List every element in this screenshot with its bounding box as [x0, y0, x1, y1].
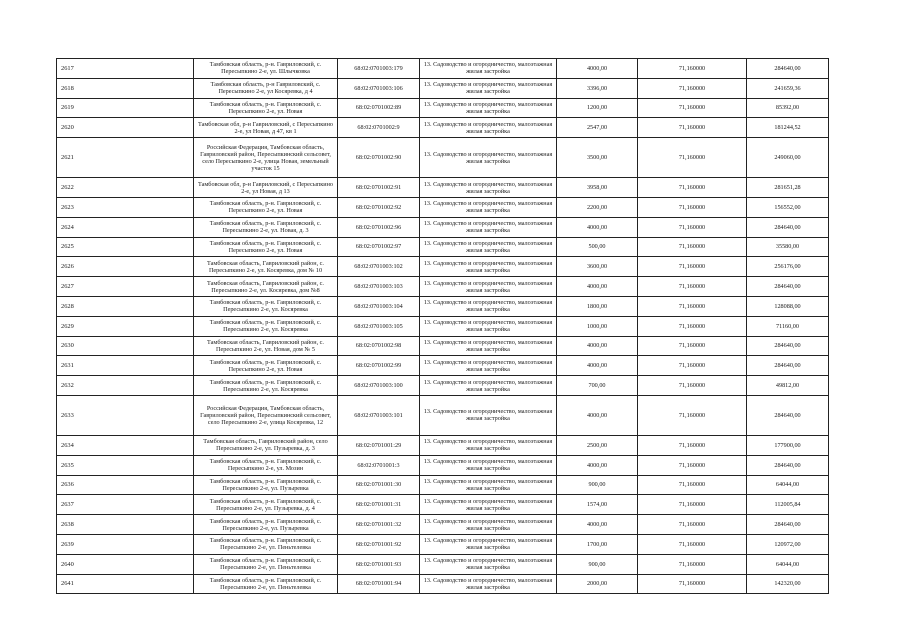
area-cell: 4000,00 [557, 59, 638, 79]
cadastral-value-cell: 85392,00 [747, 98, 829, 118]
rate-cell: 71,160000 [638, 554, 747, 574]
row-number: 2619 [57, 98, 194, 118]
address-cell: Тамбовская область, Гавриловский район, с. Пересыпкино 2-е, ул. Косяревка, дом № 10 [194, 257, 338, 277]
table-row [57, 495, 829, 515]
cadastral-value-cell: 284640,00 [747, 59, 829, 79]
land-use-cell: 13. Садоводство и огородничество, малоэтажная жилая застройка [420, 356, 557, 376]
rate-cell: 71,160000 [638, 118, 747, 138]
land-use-cell: 13. Садоводство и огородничество, малоэтажная жилая застройка [420, 197, 557, 217]
rate-cell: 71,160000 [638, 495, 747, 515]
cadastral-value-cell: 35580,00 [747, 237, 829, 257]
address-cell: Тамбовская обл, р-н Гавриловский, с Пересыпкино 2-е, ул Новая, д 13 [194, 178, 338, 198]
area-cell: 900,00 [557, 475, 638, 495]
address-cell: Тамбовская область, р-н Гавриловский, с. Пересыпкино 2-е, ул Косяревка, д 4 [194, 78, 338, 98]
land-use-cell: 13. Садоводство и огородничество, малоэтажная жилая застройка [420, 475, 557, 495]
cadastral-number-cell: 68:02:0701003:105 [338, 316, 420, 336]
address-cell: Тамбовская область, р-н. Гавриловский, с. Пересыпкино 2-е, ул. Пеньтелевка [194, 554, 338, 574]
area-cell: 1574,00 [557, 495, 638, 515]
land-registry-table [56, 58, 829, 594]
cadastral-number-cell: 68:02:0701002:98 [338, 336, 420, 356]
rate-cell: 71,160000 [638, 574, 747, 594]
cadastral-number-cell: 68:02:0701001:94 [338, 574, 420, 594]
area-cell: 3396,00 [557, 78, 638, 98]
table-row [57, 435, 829, 455]
table-row [57, 277, 829, 297]
area-cell: 2200,00 [557, 197, 638, 217]
address-cell: Тамбовская обл, р-н Гавриловский, с Пересыпкино 2-е, ул Новая, д 47, кв 1 [194, 118, 338, 138]
row-number: 2617 [57, 59, 194, 79]
rate-cell: 71,160000 [638, 356, 747, 376]
area-cell: 2000,00 [557, 574, 638, 594]
rate-cell: 71,160000 [638, 59, 747, 79]
row-number: 2621 [57, 138, 194, 178]
cadastral-number-cell: 68:02:0701002:89 [338, 98, 420, 118]
table-row [57, 138, 829, 178]
rate-cell: 71,160000 [638, 515, 747, 535]
row-number: 2637 [57, 495, 194, 515]
address-cell: Тамбовская область, р-н. Гавриловский, с. Пересыпкино 2-е, ул. Косяревка [194, 296, 338, 316]
land-use-cell: 13. Садоводство и огородничество, малоэтажная жилая застройка [420, 217, 557, 237]
table-row [57, 217, 829, 237]
land-use-cell: 13. Садоводство и огородничество, малоэтажная жилая застройка [420, 296, 557, 316]
address-cell: Тамбовская область, р-н. Гавриловский, с. Пересыпкино 2-е, ул. Мозин [194, 455, 338, 475]
rate-cell: 71,160000 [638, 435, 747, 455]
land-use-cell: 13. Садоводство и огородничество, малоэтажная жилая застройка [420, 336, 557, 356]
table-row [57, 475, 829, 495]
area-cell: 4000,00 [557, 277, 638, 297]
address-cell: Российская Федерация, Тамбовская область, Гавриловский район, Пересыпкинский сельсовет, село Пересыпкино 2-е, улица Косяревка, 12 [194, 395, 338, 435]
address-cell: Тамбовская область, Гавриловский район, с. Пересыпкино 2-е, ул. Новая, дом № 5 [194, 336, 338, 356]
area-cell: 4000,00 [557, 217, 638, 237]
land-use-cell: 13. Садоводство и огородничество, малоэтажная жилая застройка [420, 277, 557, 297]
table-row [57, 534, 829, 554]
row-number: 2638 [57, 515, 194, 535]
land-use-cell: 13. Садоводство и огородничество, малоэтажная жилая застройка [420, 59, 557, 79]
cadastral-value-cell: 64044,00 [747, 554, 829, 574]
cadastral-number-cell: 68:02:0701003:104 [338, 296, 420, 316]
area-cell: 2500,00 [557, 435, 638, 455]
rate-cell: 71,160000 [638, 534, 747, 554]
table-row [57, 574, 829, 594]
table-row [57, 515, 829, 535]
cadastral-number-cell: 68:02:0701001:93 [338, 554, 420, 574]
cadastral-number-cell: 68:02:0701001:32 [338, 515, 420, 535]
land-use-cell: 13. Садоводство и огородничество, малоэтажная жилая застройка [420, 455, 557, 475]
land-use-cell: 13. Садоводство и огородничество, малоэтажная жилая застройка [420, 534, 557, 554]
land-use-cell: 13. Садоводство и огородничество, малоэтажная жилая застройка [420, 574, 557, 594]
row-number: 2625 [57, 237, 194, 257]
cadastral-number-cell: 68:02:0701002:9 [338, 118, 420, 138]
area-cell: 4000,00 [557, 336, 638, 356]
area-cell: 3600,00 [557, 257, 638, 277]
table-row [57, 98, 829, 118]
cadastral-number-cell: 68:02:0701001:31 [338, 495, 420, 515]
row-number: 2631 [57, 356, 194, 376]
row-number: 2620 [57, 118, 194, 138]
cadastral-value-cell: 284640,00 [747, 356, 829, 376]
cadastral-number-cell: 68:02:0701002:90 [338, 138, 420, 178]
area-cell: 3500,00 [557, 138, 638, 178]
row-number: 2633 [57, 395, 194, 435]
table-body [57, 59, 829, 594]
cadastral-value-cell: 284640,00 [747, 277, 829, 297]
row-number: 2628 [57, 296, 194, 316]
rate-cell: 71,160000 [638, 336, 747, 356]
cadastral-value-cell: 71160,00 [747, 316, 829, 336]
area-cell: 1800,00 [557, 296, 638, 316]
rate-cell: 71,160000 [638, 98, 747, 118]
row-number: 2627 [57, 277, 194, 297]
land-use-cell: 13. Садоводство и огородничество, малоэтажная жилая застройка [420, 78, 557, 98]
area-cell: 4000,00 [557, 515, 638, 535]
address-cell: Тамбовская область, р-н. Гавриловский, с. Пересыпкино 2-е, ул. Пузыревка [194, 515, 338, 535]
table-row [57, 554, 829, 574]
table-row [57, 455, 829, 475]
cadastral-value-cell: 120972,00 [747, 534, 829, 554]
table-row [57, 336, 829, 356]
cadastral-number-cell: 68:02:0701002:91 [338, 178, 420, 198]
area-cell: 4000,00 [557, 356, 638, 376]
address-cell: Тамбовская область, р-н. Гавриловский, с. Пересыпкино 2-е, ул. Новая [194, 237, 338, 257]
address-cell: Тамбовская область, р-н. Гавриловский, с. Пересыпкино 2-е, ул. Новая [194, 356, 338, 376]
cadastral-number-cell: 68:02:0701003:101 [338, 395, 420, 435]
table-row [57, 257, 829, 277]
area-cell: 1700,00 [557, 534, 638, 554]
cadastral-value-cell: 284640,00 [747, 217, 829, 237]
cadastral-number-cell: 68:02:0701001:3 [338, 455, 420, 475]
land-use-cell: 13. Садоводство и огородничество, малоэтажная жилая застройка [420, 395, 557, 435]
cadastral-value-cell: 112005,84 [747, 495, 829, 515]
cadastral-value-cell: 156552,00 [747, 197, 829, 217]
row-number: 2623 [57, 197, 194, 217]
cadastral-number-cell: 68:02:0701002:92 [338, 197, 420, 217]
address-cell: Тамбовская область, р-н. Гавриловский, с. Пересыпкино 2-е, ул. Косяревка [194, 316, 338, 336]
row-number: 2622 [57, 178, 194, 198]
area-cell: 1000,00 [557, 316, 638, 336]
cadastral-number-cell: 68:02:0701003:179 [338, 59, 420, 79]
area-cell: 4000,00 [557, 455, 638, 475]
address-cell: Тамбовская область, Гавриловский район, село Пересыпкино 2-е, ул. Пузыревка, д. 3 [194, 435, 338, 455]
row-number: 2635 [57, 455, 194, 475]
land-use-cell: 13. Садоводство и огородничество, малоэтажная жилая застройка [420, 118, 557, 138]
address-cell: Тамбовская область, р-н. Гавриловский, с. Пересыпкино 2-е, ул. Новая [194, 197, 338, 217]
land-use-cell: 13. Садоводство и огородничество, малоэтажная жилая застройка [420, 98, 557, 118]
land-use-cell: 13. Садоводство и огородничество, малоэтажная жилая застройка [420, 376, 557, 396]
row-number: 2624 [57, 217, 194, 237]
table-row [57, 316, 829, 336]
cadastral-number-cell: 68:02:0701003:106 [338, 78, 420, 98]
area-cell: 500,00 [557, 237, 638, 257]
cadastral-value-cell: 241659,36 [747, 78, 829, 98]
table-row [57, 118, 829, 138]
address-cell: Тамбовская область, Гавриловский район, с. Пересыпкино 2-е, ул. Косяревка, дом №8 [194, 277, 338, 297]
cadastral-number-cell: 68:02:0701002:97 [338, 237, 420, 257]
address-cell: Тамбовская область, р-н. Гавриловский, с. Пересыпкино 2-е, ул. Косяревка [194, 376, 338, 396]
cadastral-value-cell: 128088,00 [747, 296, 829, 316]
table-row [57, 376, 829, 396]
cadastral-value-cell: 284640,00 [747, 336, 829, 356]
address-cell: Тамбовская область, р-н. Гавриловский, с. Пересыпкино 2-е, ул. Пеньтелевка [194, 574, 338, 594]
cadastral-value-cell: 181244,52 [747, 118, 829, 138]
address-cell: Тамбовская область, р-н. Гавриловский, с. Пересыпкино 2-е, ул. Шлычковка [194, 59, 338, 79]
land-use-cell: 13. Садоводство и огородничество, малоэтажная жилая застройка [420, 178, 557, 198]
rate-cell: 71,160000 [638, 316, 747, 336]
area-cell: 700,00 [557, 376, 638, 396]
area-cell: 2547,00 [557, 118, 638, 138]
rate-cell: 71,160000 [638, 78, 747, 98]
rate-cell: 71,160000 [638, 178, 747, 198]
table-row [57, 178, 829, 198]
land-use-cell: 13. Садоводство и огородничество, малоэтажная жилая застройка [420, 237, 557, 257]
area-cell: 4000,00 [557, 395, 638, 435]
area-cell: 900,00 [557, 554, 638, 574]
row-number: 2640 [57, 554, 194, 574]
land-use-cell: 13. Садоводство и огородничество, малоэтажная жилая застройка [420, 316, 557, 336]
table-row [57, 78, 829, 98]
cadastral-number-cell: 68:02:0701002:96 [338, 217, 420, 237]
cadastral-value-cell: 64044,00 [747, 475, 829, 495]
cadastral-number-cell: 68:02:0701002:99 [338, 356, 420, 376]
row-number: 2641 [57, 574, 194, 594]
rate-cell: 71,160000 [638, 296, 747, 316]
rate-cell: 71,160000 [638, 197, 747, 217]
rate-cell: 71,160000 [638, 217, 747, 237]
row-number: 2629 [57, 316, 194, 336]
cadastral-value-cell: 256176,00 [747, 257, 829, 277]
address-cell: Российская Федерация, Тамбовская область, Гавриловский район, Пересыпкинский сельсовет, село Пересыпкино 2-е, улица Новая, земельный участок 15 [194, 138, 338, 178]
cadastral-value-cell: 249060,00 [747, 138, 829, 178]
rate-cell: 71,160000 [638, 237, 747, 257]
cadastral-value-cell: 177900,00 [747, 435, 829, 455]
area-cell: 3958,00 [557, 178, 638, 198]
land-use-cell: 13. Садоводство и огородничество, малоэтажная жилая застройка [420, 257, 557, 277]
land-use-cell: 13. Садоводство и огородничество, малоэтажная жилая застройка [420, 515, 557, 535]
row-number: 2636 [57, 475, 194, 495]
row-number: 2632 [57, 376, 194, 396]
cadastral-number-cell: 68:02:0701001:30 [338, 475, 420, 495]
cadastral-number-cell: 68:02:0701003:103 [338, 277, 420, 297]
land-use-cell: 13. Садоводство и огородничество, малоэтажная жилая застройка [420, 138, 557, 178]
rate-cell: 71,160000 [638, 455, 747, 475]
area-cell: 1200,00 [557, 98, 638, 118]
rate-cell: 71,160000 [638, 395, 747, 435]
table-row [57, 395, 829, 435]
land-use-cell: 13. Садоводство и огородничество, малоэтажная жилая застройка [420, 495, 557, 515]
land-use-cell: 13. Садоводство и огородничество, малоэтажная жилая застройка [420, 554, 557, 574]
rate-cell: 71,160000 [638, 475, 747, 495]
cadastral-value-cell: 281651,28 [747, 178, 829, 198]
cadastral-value-cell: 284640,00 [747, 515, 829, 535]
cadastral-number-cell: 68:02:0701003:100 [338, 376, 420, 396]
rate-cell: 71,160000 [638, 138, 747, 178]
cadastral-number-cell: 68:02:0701001:29 [338, 435, 420, 455]
table-row [57, 296, 829, 316]
cadastral-value-cell: 142320,00 [747, 574, 829, 594]
row-number: 2639 [57, 534, 194, 554]
cadastral-value-cell: 49812,00 [747, 376, 829, 396]
address-cell: Тамбовская область, р-н. Гавриловский, с. Пересыпкино 2-е, ул. Новая, д. 3 [194, 217, 338, 237]
rate-cell: 71,160000 [638, 376, 747, 396]
table-row [57, 237, 829, 257]
row-number: 2626 [57, 257, 194, 277]
rate-cell: 71,160000 [638, 257, 747, 277]
cadastral-number-cell: 68:02:0701003:102 [338, 257, 420, 277]
table-row [57, 197, 829, 217]
row-number: 2618 [57, 78, 194, 98]
rate-cell: 71,160000 [638, 277, 747, 297]
address-cell: Тамбовская область, р-н. Гавриловский, с. Пересыпкино 2-е, ул. Пузыревка, д. 4 [194, 495, 338, 515]
cadastral-value-cell: 284640,00 [747, 395, 829, 435]
row-number: 2634 [57, 435, 194, 455]
land-use-cell: 13. Садоводство и огородничество, малоэтажная жилая застройка [420, 435, 557, 455]
address-cell: Тамбовская область, р-н. Гавриловский, с. Пересыпкино 2-е, ул. Пеньтелевка [194, 534, 338, 554]
row-number: 2630 [57, 336, 194, 356]
table-row [57, 356, 829, 376]
cadastral-value-cell: 284640,00 [747, 455, 829, 475]
address-cell: Тамбовская область, р-н. Гавриловский, с. Пересыпкино 2-е, ул. Новая [194, 98, 338, 118]
address-cell: Тамбовская область, р-н. Гавриловский, с. Пересыпкино 2-е, ул. Пузыревка [194, 475, 338, 495]
cadastral-number-cell: 68:02:0701001:92 [338, 534, 420, 554]
table-row [57, 59, 829, 79]
